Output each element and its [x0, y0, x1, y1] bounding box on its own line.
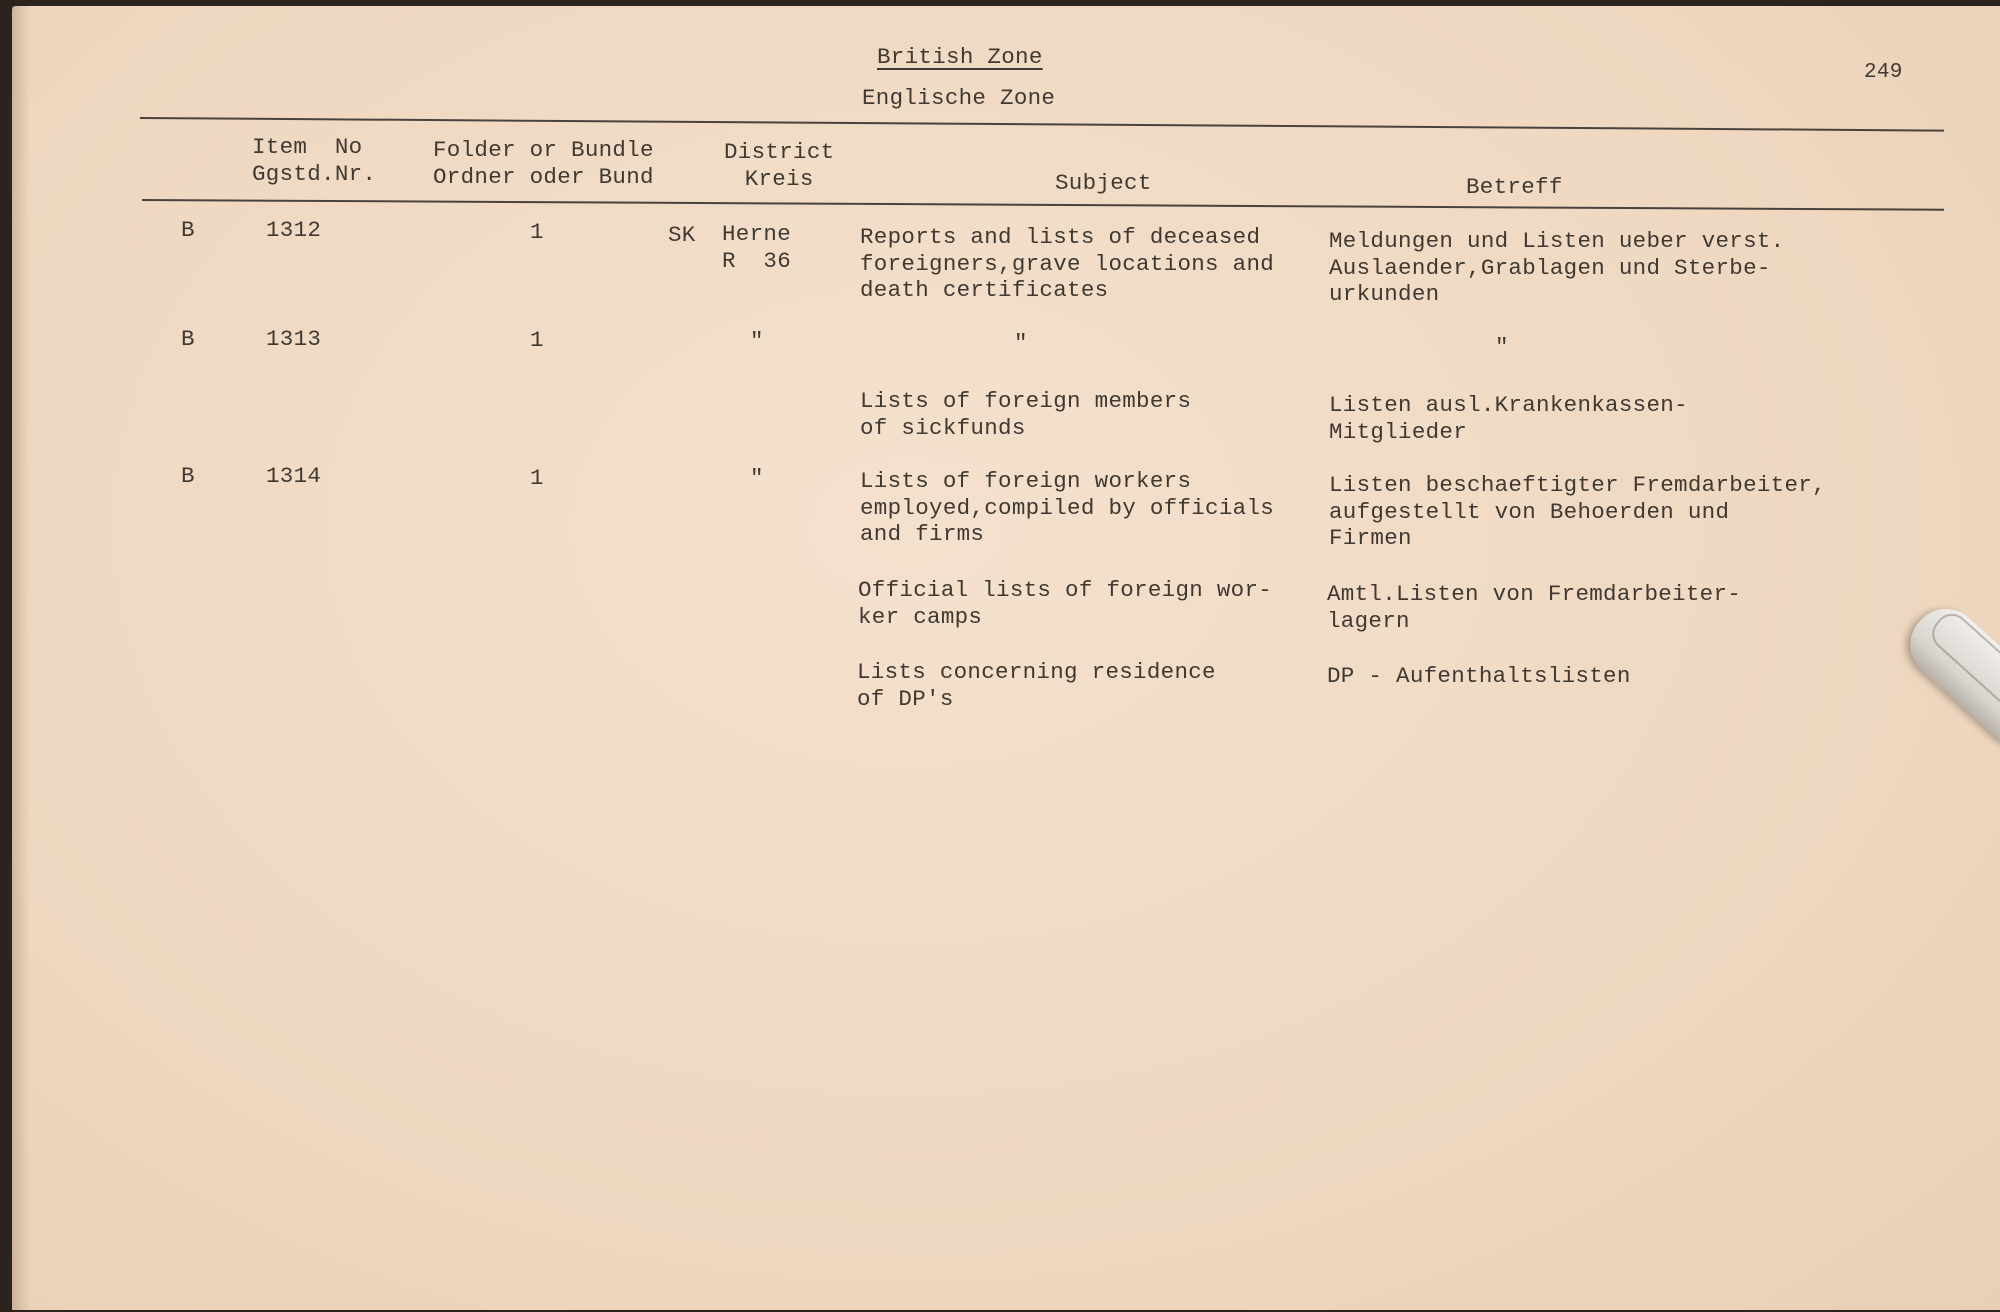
row-1314-betreff-2: Amtl.Listen von Fremdarbeiter- lagern	[1327, 581, 1742, 634]
header-folder: Folder or Bundle Ordner oder Bund	[433, 137, 654, 190]
row-1312-district: Herne R 36	[722, 221, 792, 274]
row-1313-subject-ditto: "	[1014, 330, 1028, 356]
page-edge-shadow	[12, 6, 30, 1310]
row-1314-folder: 1	[530, 465, 544, 491]
row-1314-subject: Lists of foreign workers employed,compiled by officials and firms	[860, 468, 1275, 547]
row-1313-betreff-extra: Listen ausl.Krankenkassen- Mitglieder	[1329, 392, 1688, 445]
row-1314-betreff-3: DP - Aufenthaltslisten	[1327, 663, 1631, 689]
row-1314-item-no: 1314	[266, 463, 322, 489]
header-betreff: Betreff	[1466, 174, 1563, 200]
zone-subtitle: Englische Zone	[862, 85, 1056, 111]
row-1312-betreff: Meldungen und Listen ueber verst. Auslaender,Grablagen und Sterbe- urkunden	[1329, 228, 1785, 307]
row-1313-district-ditto: "	[750, 328, 764, 354]
header-subject: Subject	[1055, 170, 1152, 196]
row-1314-betreff: Listen beschaeftigter Fremdarbeiter, aufgestellt von Behoerden und Firmen	[1329, 472, 1826, 551]
row-1314-subject-3: Lists concerning residence of DP's	[857, 659, 1216, 712]
row-1312-item-no: 1312	[266, 217, 322, 243]
row-1312-subject: Reports and lists of deceased foreigners,grave locations and death certificates	[860, 224, 1275, 303]
page-number: 249	[1864, 61, 1903, 84]
header-item-no: Item No Ggstd.Nr.	[252, 134, 377, 187]
zone-title: British Zone	[877, 44, 1043, 70]
row-1313-betreff-ditto: "	[1495, 334, 1509, 360]
row-1313-folder: 1	[530, 327, 544, 353]
row-1313-code: B	[181, 326, 195, 352]
row-1312-code: B	[181, 217, 195, 243]
row-1314-district-ditto: "	[750, 465, 764, 491]
row-1314-subject-2: Official lists of foreign wor- ker camps	[858, 577, 1273, 630]
row-1312-district-prefix: SK	[668, 222, 696, 248]
row-1313-subject-extra: Lists of foreign members of sickfunds	[860, 388, 1192, 441]
header-district: District Kreis	[724, 139, 835, 192]
row-1314-code: B	[181, 463, 195, 489]
row-1313-item-no: 1313	[266, 326, 322, 352]
row-1312-folder: 1	[530, 219, 544, 245]
